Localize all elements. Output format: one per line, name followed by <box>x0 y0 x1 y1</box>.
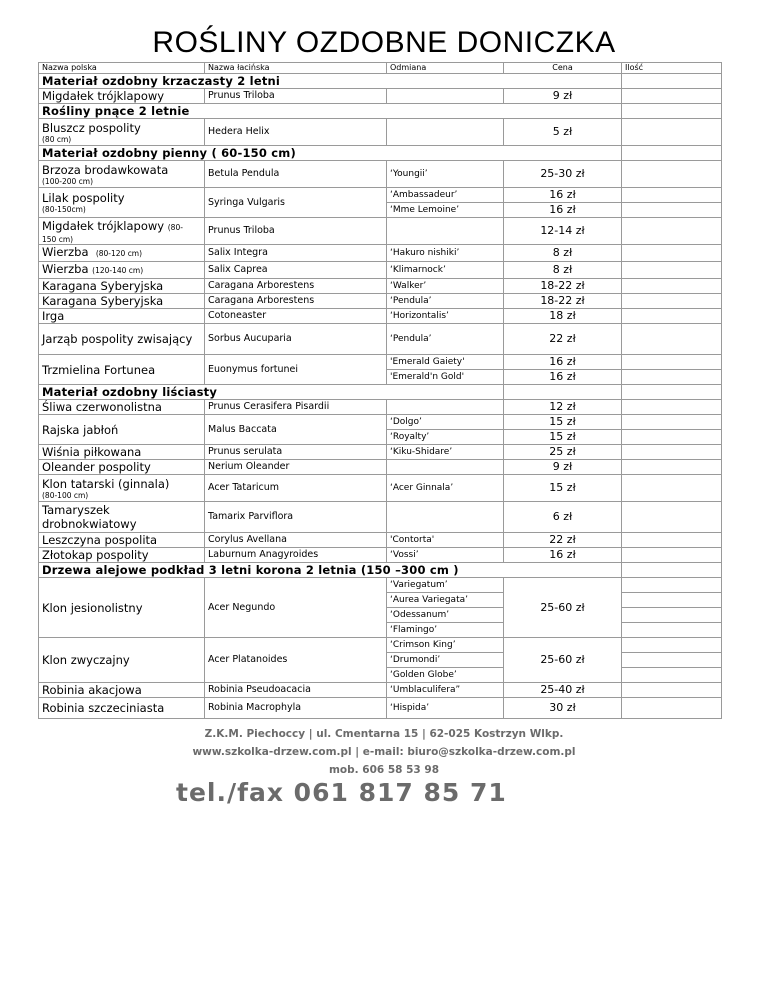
price: 18 zł <box>504 309 622 324</box>
variety: ‘Vossi’ <box>387 548 504 563</box>
quantity-cell[interactable] <box>622 502 722 533</box>
latin-name: Hedera Helix <box>205 119 387 146</box>
quantity-cell[interactable] <box>622 608 722 623</box>
variety: ‘Hispida’ <box>387 698 504 719</box>
variety: ‘Youngii’ <box>387 161 504 188</box>
latin-name: Robinia Macrophyla <box>205 698 387 719</box>
latin-name: Betula Pendula <box>205 161 387 188</box>
price: 22 zł <box>504 533 622 548</box>
latin-name: Laburnum Anagyroides <box>205 548 387 563</box>
size-note: (80-120 cm) <box>95 249 143 258</box>
latin-name: Acer Tataricum <box>205 475 387 502</box>
price: 25-40 zł <box>504 683 622 698</box>
quantity-cell[interactable] <box>622 445 722 460</box>
variety: ‘Flamingo’ <box>387 623 504 638</box>
quantity-cell[interactable] <box>622 161 722 188</box>
variety <box>387 400 504 415</box>
variety: 'Emerald'n Gold' <box>387 370 504 385</box>
price: 25 zł <box>504 445 622 460</box>
quantity-cell[interactable] <box>622 279 722 294</box>
latin-name: Prunus Cerasifera Pisardii <box>205 400 387 415</box>
quantity-cell[interactable] <box>622 578 722 593</box>
quantity-cell[interactable] <box>622 653 722 668</box>
price: 30 zł <box>504 698 622 719</box>
section-row <box>39 104 722 119</box>
variety: ‘Golden Globe’ <box>387 668 504 683</box>
latin-name: Acer Platanoides <box>205 638 387 683</box>
variety: ‘Ambassadeur’ <box>387 188 504 203</box>
polish-name <box>39 188 205 218</box>
polish-name: Karagana Syberyjska <box>39 279 205 294</box>
quantity-cell[interactable] <box>622 324 722 355</box>
variety: ‘Mme Lemoine’ <box>387 203 504 218</box>
table-row <box>39 460 722 475</box>
price: 25-60 zł <box>504 638 622 683</box>
variety: ‘Umblaculifera” <box>387 683 504 698</box>
company-footer <box>0 725 768 779</box>
mobile-phone: mob. 606 58 53 98 <box>328 764 440 776</box>
table-row <box>39 502 722 533</box>
header-row <box>39 63 722 74</box>
price: 16 zł <box>504 355 622 370</box>
price: 18-22 zł <box>504 294 622 309</box>
quantity-cell[interactable] <box>622 623 722 638</box>
variety: ‘Dolgo’ <box>387 415 504 430</box>
variety: ‘Drumondi’ <box>387 653 504 668</box>
latin-name: Salix Integra <box>205 245 387 262</box>
price: 12 zł <box>504 400 622 415</box>
header-quantity: Ilość <box>622 63 722 74</box>
polish-name <box>39 475 205 502</box>
table-row <box>39 188 722 203</box>
quantity-cell[interactable] <box>622 370 722 385</box>
price: 16 zł <box>504 370 622 385</box>
website-email: www.szkolka-drzew.com.pl | e-mail: biuro@szkolka-drzew.com.pl <box>192 746 576 758</box>
price: 16 zł <box>504 188 622 203</box>
variety: ‘Royalty’ <box>387 430 504 445</box>
latin-name: Nerium Oleander <box>205 460 387 475</box>
quantity-cell[interactable] <box>622 309 722 324</box>
variety: ‘Kiku-Shidare’ <box>387 445 504 460</box>
quantity-cell[interactable] <box>622 533 722 548</box>
variety: ‘Pendula’ <box>387 324 504 355</box>
polish-name: Migdałek trójklapowy <box>39 89 205 104</box>
quantity-cell[interactable] <box>622 638 722 653</box>
quantity-cell[interactable] <box>622 400 722 415</box>
latin-name: Prunus Triloba <box>205 89 387 104</box>
section-title: Materiał ozdobny krzaczasty 2 letni <box>39 74 622 89</box>
polish-name <box>39 119 205 146</box>
table-row <box>39 548 722 563</box>
price-table <box>38 62 722 719</box>
latin-name: Cotoneaster <box>205 309 387 324</box>
polish-name <box>39 502 205 533</box>
size-note: (80-100 cm) <box>42 490 89 500</box>
polish-name <box>39 262 205 279</box>
quantity-cell[interactable] <box>622 593 722 608</box>
variety: ‘Crimson King’ <box>387 638 504 653</box>
variety: 'Emerald Gaiety' <box>387 355 504 370</box>
polish-name-text: Wierzba <box>42 245 89 259</box>
variety: ‘Walker’ <box>387 279 504 294</box>
table-row <box>39 279 722 294</box>
quantity-cell[interactable] <box>622 385 722 400</box>
polish-name: Klon zwyczajny <box>39 638 205 683</box>
quantity-cell[interactable] <box>622 415 722 430</box>
latin-name: Robinia Pseudoacacia <box>205 683 387 698</box>
polish-name <box>39 161 205 188</box>
table-row <box>39 262 722 279</box>
polish-name: Karagana Syberyjska <box>39 294 205 309</box>
header-latin-name: Nazwa łacińska <box>205 63 387 74</box>
polish-name <box>39 218 205 245</box>
section-title: Rośliny pnące 2 letnie <box>39 104 622 119</box>
table-row <box>39 683 722 698</box>
polish-name-text: Migdałek trójklapowy <box>42 218 165 233</box>
company-address: Z.K.M. Piechoccy | ul. Cmentarna 15 | 62-025 Kostrzyn Wlkp. <box>204 728 564 740</box>
quantity-cell[interactable] <box>622 119 722 146</box>
polish-name-text: Klon tatarski (ginnala) <box>42 476 170 491</box>
quantity-cell[interactable] <box>622 683 722 698</box>
table-row <box>39 89 722 104</box>
polish-name-text: Lilak pospolity <box>42 191 125 205</box>
section-title: Materiał ozdobny pienny ( 60-150 cm) <box>39 146 622 161</box>
quantity-cell[interactable] <box>622 245 722 262</box>
section-title: Materiał ozdobny liściasty <box>39 385 504 400</box>
variety: ‘Acer Ginnala’ <box>387 475 504 502</box>
header-price: Cena <box>504 63 622 74</box>
section-row <box>39 563 722 578</box>
variety <box>387 218 504 245</box>
polish-name: Trzmielina Fortunea <box>39 355 205 385</box>
polish-name-text: Bluszcz pospolity <box>42 120 141 135</box>
price: 9 zł <box>504 89 622 104</box>
polish-name: Wiśnia piłkowana <box>39 445 205 460</box>
polish-name: Irga <box>39 309 205 324</box>
quantity-cell[interactable] <box>622 262 722 279</box>
quantity-cell[interactable] <box>622 430 722 445</box>
price <box>504 385 622 400</box>
quantity-cell[interactable] <box>622 668 722 683</box>
polish-name-text: drobnokwiatowy <box>42 517 137 531</box>
table-row <box>39 161 722 188</box>
quantity-cell[interactable] <box>622 355 722 370</box>
latin-name: Prunus Triloba <box>205 218 387 245</box>
latin-name: Acer Negundo <box>205 578 387 638</box>
variety <box>387 89 504 104</box>
variety: ‘Hakuro nishiki’ <box>387 245 504 262</box>
price: 22 zł <box>504 324 622 355</box>
polish-name-text: Wierzba <box>42 262 89 276</box>
price: 8 zł <box>504 262 622 279</box>
latin-name: Euonymus fortunei <box>205 355 387 385</box>
quantity-cell[interactable] <box>622 203 722 218</box>
price: 16 zł <box>504 203 622 218</box>
quantity-cell[interactable] <box>622 698 722 719</box>
latin-name: Corylus Avellana <box>205 533 387 548</box>
price: 5 zł <box>504 119 622 146</box>
quantity-cell[interactable] <box>622 89 722 104</box>
polish-name: Leszczyna pospolita <box>39 533 205 548</box>
variety: ‘Variegatum’ <box>387 578 504 593</box>
table-row <box>39 119 722 146</box>
table-row <box>39 475 722 502</box>
price: 8 zł <box>504 245 622 262</box>
polish-name-text: Tamaryszek <box>42 503 110 517</box>
polish-name-text: Brzoza brodawkowata <box>42 162 169 177</box>
table-row <box>39 638 722 653</box>
size-note: 150 cm) <box>42 234 74 244</box>
price: 16 zł <box>504 548 622 563</box>
header-polish-name: Nazwa polska <box>39 63 205 74</box>
latin-name: Syringa Vulgaris <box>205 188 387 218</box>
quantity-cell[interactable] <box>622 475 722 502</box>
price: 15 zł <box>504 475 622 502</box>
variety: 'Contorta' <box>387 533 504 548</box>
variety: ‘Aurea Variegata’ <box>387 593 504 608</box>
polish-name: Złotokap pospolity <box>39 548 205 563</box>
table-row <box>39 400 722 415</box>
table-row <box>39 578 722 593</box>
section-row <box>39 146 722 161</box>
latin-name: Prunus serulata <box>205 445 387 460</box>
variety: ‘Klimarnock’ <box>387 262 504 279</box>
size-note: (80-150cm) <box>42 205 86 214</box>
table-row <box>39 294 722 309</box>
variety: ‘Odessanum’ <box>387 608 504 623</box>
polish-name: Śliwa czerwonolistna <box>39 400 205 415</box>
table-row <box>39 698 722 719</box>
polish-name: Klon jesionolistny <box>39 578 205 638</box>
quantity-cell[interactable] <box>622 74 722 89</box>
section-row <box>39 74 722 89</box>
page-title: ROŚLINY OZDOBNE DONICZKA <box>152 26 616 59</box>
section-row <box>39 385 722 400</box>
price: 6 zł <box>504 502 622 533</box>
latin-name: Sorbus Aucuparia <box>205 324 387 355</box>
polish-name: Robinia akacjowa <box>39 683 205 698</box>
quantity-cell[interactable] <box>622 294 722 309</box>
table-row <box>39 533 722 548</box>
table-row <box>39 415 722 430</box>
size-note: (100-200 cm) <box>42 176 94 186</box>
table-row <box>39 445 722 460</box>
latin-name: Tamarix Parviflora <box>205 502 387 533</box>
price: 15 zł <box>504 430 622 445</box>
table-row <box>39 309 722 324</box>
price: 15 zł <box>504 415 622 430</box>
quantity-cell[interactable] <box>622 563 722 578</box>
price: 12-14 zł <box>504 218 622 245</box>
polish-name: Rajska jabłoń <box>39 415 205 445</box>
price: 18-22 zł <box>504 279 622 294</box>
variety: ‘Horizontalis’ <box>387 309 504 324</box>
variety: ‘Pendula’ <box>387 294 504 309</box>
size-note: (120-140 cm) <box>92 266 144 275</box>
variety <box>387 502 504 533</box>
polish-name: Robinia szczeciniasta <box>39 698 205 719</box>
latin-name: Caragana Arborestens <box>205 279 387 294</box>
quantity-cell[interactable] <box>622 146 722 161</box>
tel-fax: tel./fax 061 817 85 71 <box>176 778 507 807</box>
table-row <box>39 355 722 370</box>
price: 25-30 zł <box>504 161 622 188</box>
quantity-cell[interactable] <box>622 188 722 203</box>
quantity-cell[interactable] <box>622 104 722 119</box>
header-variety: Odmiana <box>387 63 504 74</box>
table-row <box>39 245 722 262</box>
latin-name: Salix Caprea <box>205 262 387 279</box>
quantity-cell[interactable] <box>622 548 722 563</box>
price: 25-60 zł <box>504 578 622 638</box>
polish-name: Oleander pospolity <box>39 460 205 475</box>
size-note: (80 cm) <box>42 134 72 144</box>
latin-name: Caragana Arborestens <box>205 294 387 309</box>
table-row <box>39 324 722 355</box>
section-title: Drzewa alejowe podkład 3 letni korona 2 letnia (150 –300 cm ) <box>39 563 622 578</box>
variety <box>387 460 504 475</box>
polish-name <box>39 245 205 262</box>
latin-name: Malus Baccata <box>205 415 387 445</box>
quantity-cell[interactable] <box>622 218 722 245</box>
price: 9 zł <box>504 460 622 475</box>
size-note: (80- <box>167 222 183 232</box>
variety <box>387 119 504 146</box>
quantity-cell[interactable] <box>622 460 722 475</box>
polish-name: Jarząb pospolity zwisający <box>39 324 205 355</box>
table-row <box>39 218 722 245</box>
